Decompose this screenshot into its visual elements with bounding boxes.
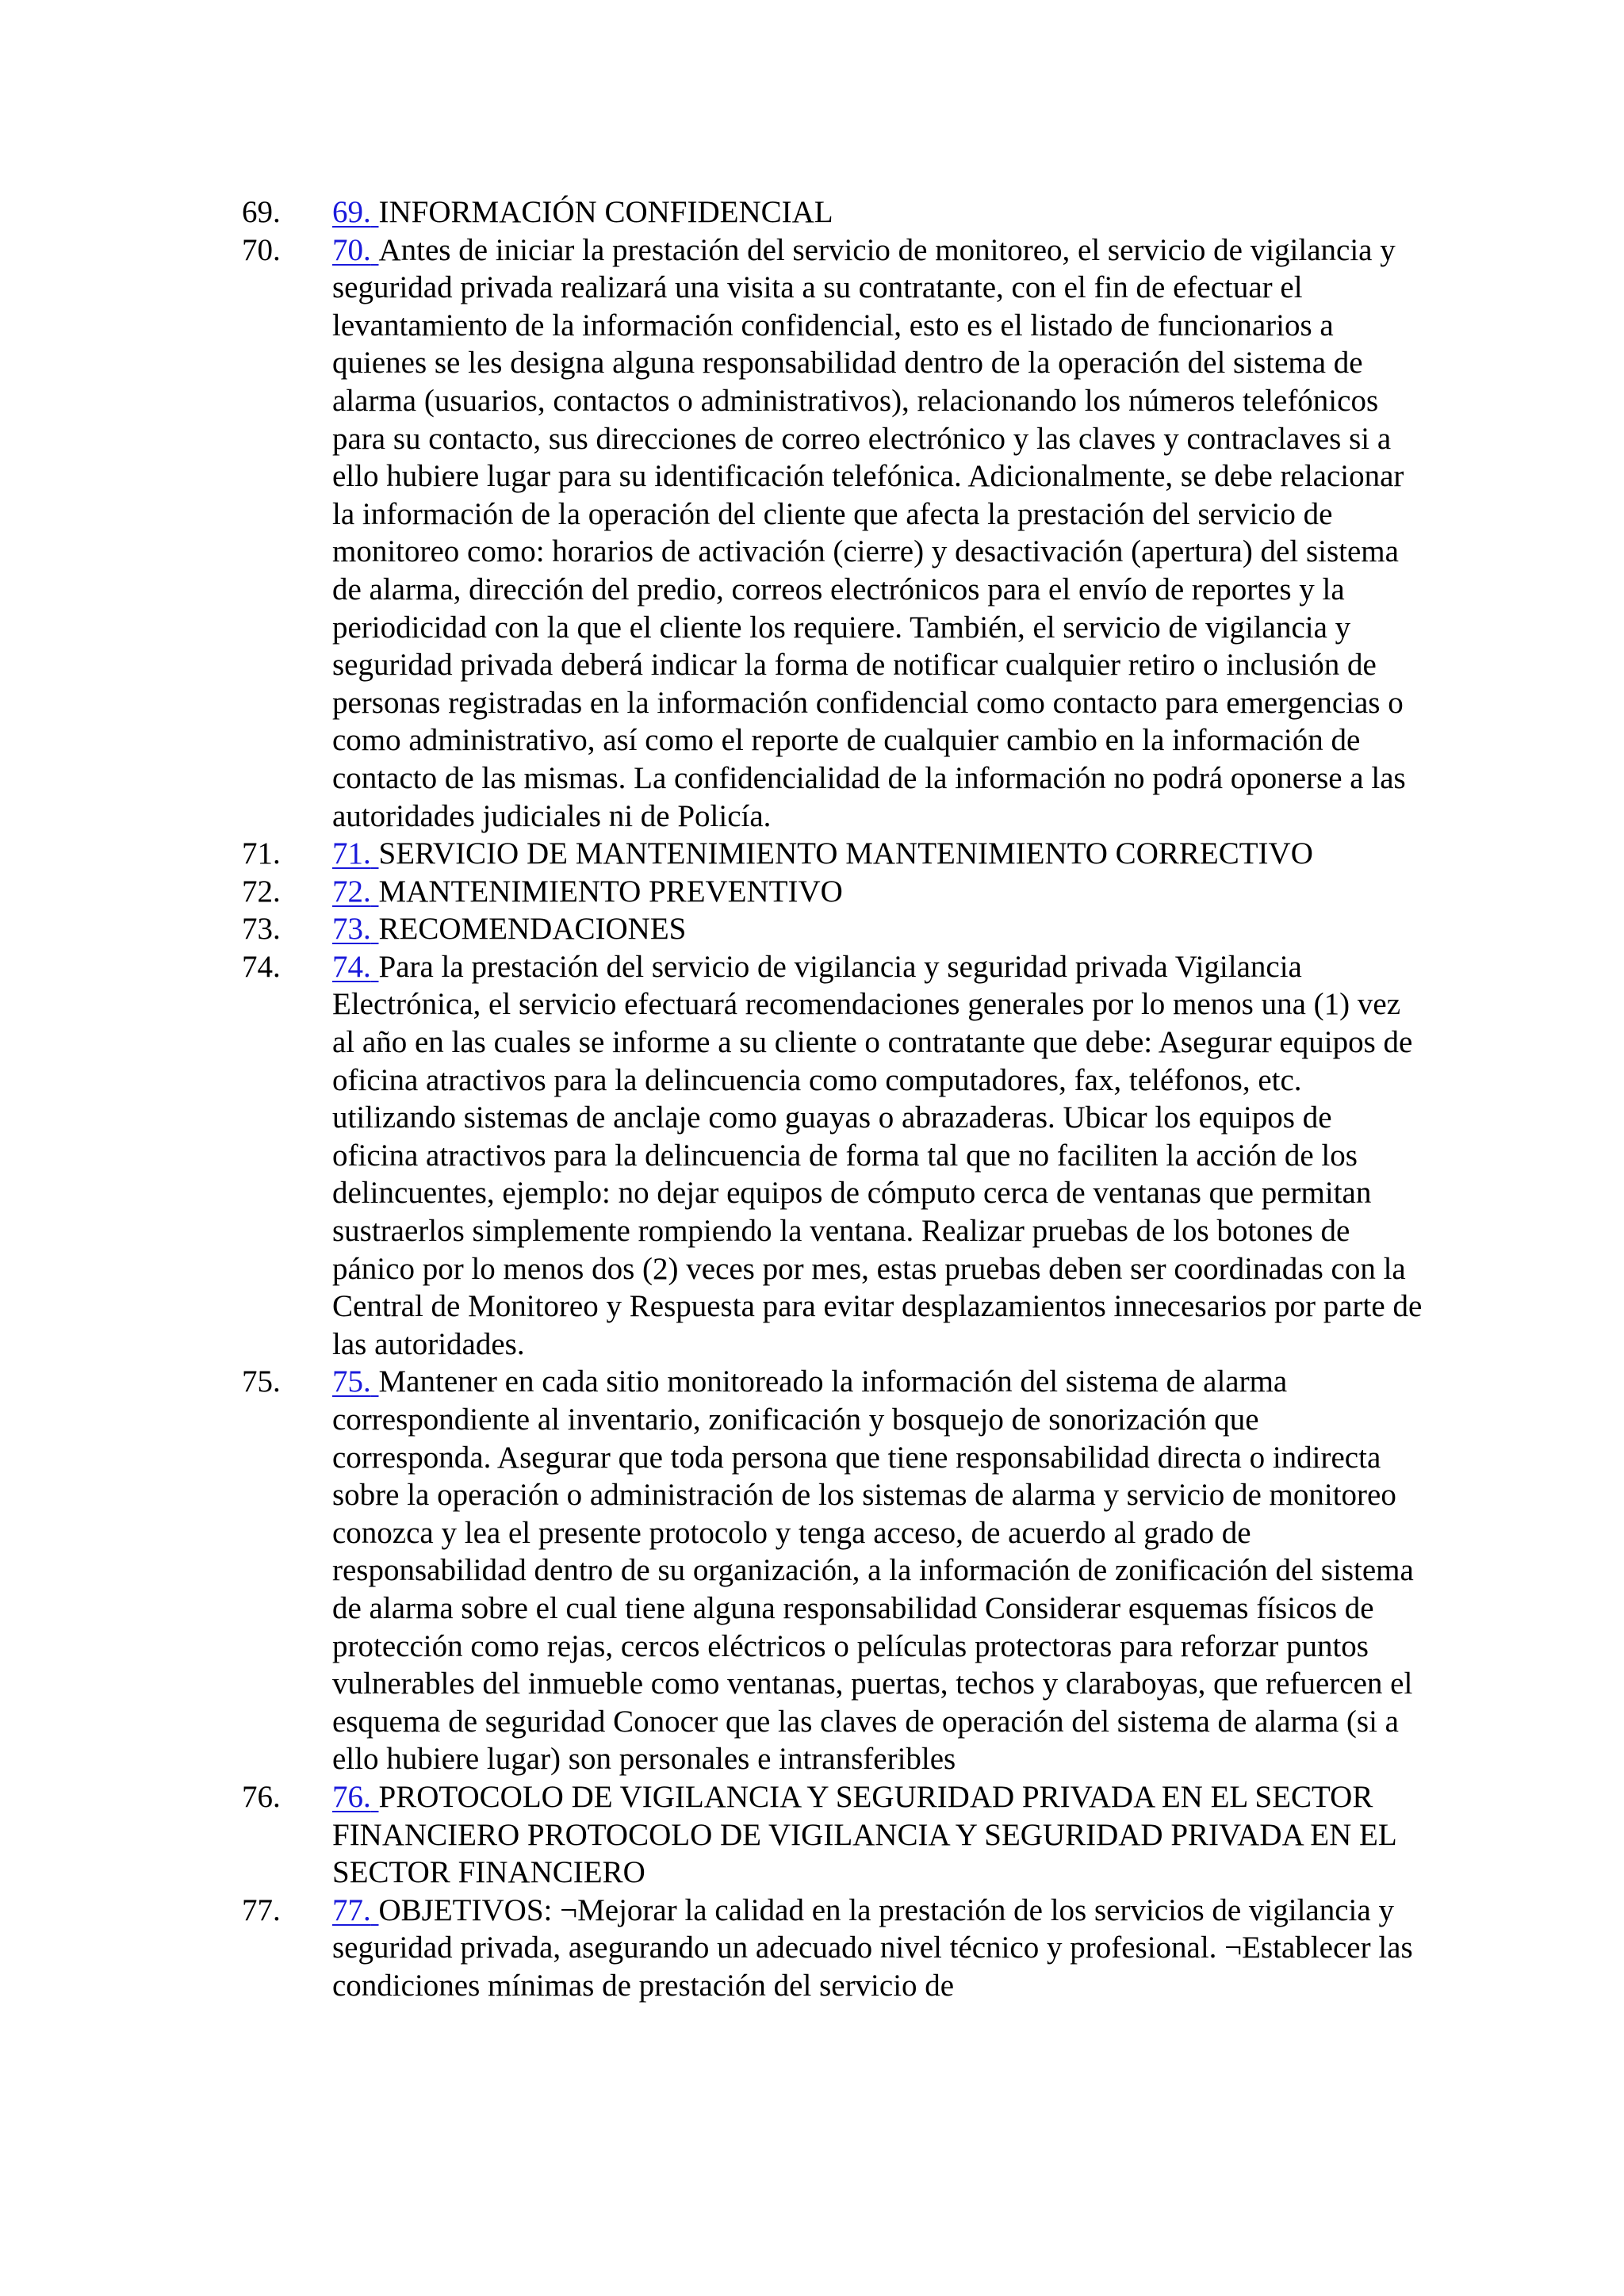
- item-number: 74.: [242, 949, 281, 984]
- item-text: MANTENIMIENTO PREVENTIVO: [378, 874, 843, 909]
- item-number: 73.: [242, 912, 281, 947]
- item-text: INFORMACIÓN CONFIDENCIAL: [378, 195, 833, 229]
- list-item: [242, 873, 1423, 911]
- item-text: SERVICIO DE MANTENIMIENTO MANTENIMIENTO CORRECTIVO: [378, 836, 1313, 871]
- list-item: [242, 910, 1423, 948]
- list-item: [242, 1892, 1423, 2005]
- item-anchor-link[interactable]: 70.: [332, 232, 371, 267]
- list-item: [242, 1363, 1423, 1778]
- list-item: [242, 948, 1423, 1364]
- item-anchor-link[interactable]: 74.: [332, 949, 371, 984]
- item-number: 77.: [242, 1892, 281, 1927]
- item-number: 69.: [242, 195, 281, 229]
- numbered-list: [242, 193, 1423, 2005]
- list-item: [242, 193, 1423, 232]
- item-anchor-link[interactable]: 76.: [332, 1779, 371, 1814]
- item-text: Para la prestación del servicio de vigilancia y seguridad privada Vigilancia Electrónica, el servicio efectuará recomendaciones generales por lo menos una (1) vez al año en las cuales se informe a su cliente o contratante que debe: Asegurar equipos de oficina atractivos para la delincuencia como computadores, fax, teléfonos, etc. utilizando sistemas de anclaje como guayas o abrazaderas. Ubicar los equipos de oficina atractivos para la delincuencia de forma tal que no faciliten la acción de los delincuentes, ejemplo: no dejar equipos de cómputo cerca de ventanas que permitan sustraerlos simplemente rompiendo la ventana. Realizar pruebas de los botones de pánico por lo menos dos (2) veces por mes, estas pruebas deben ser coordinadas con la Central de Monitoreo y Respuesta para evitar desplazamientos innecesarios por parte de las autoridades.: [332, 949, 1423, 1361]
- item-number: 72.: [242, 874, 281, 909]
- list-item: [242, 835, 1423, 873]
- list-item: [242, 232, 1423, 836]
- item-text: OBJETIVOS: ¬Mejorar la calidad en la prestación de los servicios de vigilancia y seguridad privada, asegurando un adecuado nivel técnico y profesional. ¬Establecer las condiciones mínimas de prestación del servicio de: [332, 1892, 1413, 2003]
- item-number: 75.: [242, 1364, 281, 1399]
- item-text: PROTOCOLO DE VIGILANCIA Y SEGURIDAD PRIVADA EN EL SECTOR FINANCIERO PROTOCOLO DE VIGILANCIA Y SEGURIDAD PRIVADA EN EL SECTOR FINANCIERO: [332, 1779, 1396, 1890]
- item-anchor-link[interactable]: 77.: [332, 1892, 371, 1927]
- item-number: 71.: [242, 836, 281, 871]
- item-anchor-link[interactable]: 71.: [332, 836, 371, 871]
- item-number: 76.: [242, 1779, 281, 1814]
- item-text: Antes de iniciar la prestación del servicio de monitoreo, el servicio de vigilancia y seguridad privada realizará una visita a su contratante, con el fin de efectuar el levantamiento de la información confidencial, esto es el listado de funcionarios a quienes se les designa alguna responsabilidad dentro de la operación del sistema de alarma (usuarios, contactos o administrativos), relacionando los números telefónicos para su contacto, sus direcciones de correo electrónico y las claves y contraclaves si a ello hubiere lugar para su identificación telefónica. Adicionalmente, se debe relacionar la información de la operación del cliente que afecta la prestación del servicio de monitoreo como: horarios de activación (cierre) y desactivación (apertura) del sistema de alarma, dirección del predio, correos electrónicos para el envío de reportes y la periodicidad con la que el cliente los requiere. También, el servicio de vigilancia y seguridad privada deberá indicar la forma de notificar cualquier retiro o inclusión de personas registradas en la información confidencial como contacto para emergencias o como administrativo, así como el reporte de cualquier cambio en la información de contacto de las mismas. La confidencialidad de la información no podrá oponerse a las autoridades judiciales ni de Policía.: [332, 232, 1406, 833]
- item-anchor-link[interactable]: 75.: [332, 1364, 371, 1399]
- item-anchor-link[interactable]: 73.: [332, 912, 371, 947]
- item-anchor-link[interactable]: 72.: [332, 874, 371, 909]
- item-number: 70.: [242, 232, 281, 267]
- item-text: Mantener en cada sitio monitoreado la información del sistema de alarma correspondiente al inventario, zonificación y bosquejo de sonorización que corresponda. Asegurar que toda persona que tiene responsabilidad directa o indirecta sobre la operación o administración de los sistemas de alarma y servicio de monitoreo conozca y lea el presente protocolo y tenga acceso, de acuerdo al grado de responsabilidad dentro de su organización, a la información de zonificación del sistema de alarma sobre el cual tiene alguna responsabilidad Considerar esquemas físicos de protección como rejas, cercos eléctricos o películas protectoras para reforzar puntos vulnerables del inmueble como ventanas, puertas, techos y claraboyas, que refuercen el esquema de seguridad Conocer que las claves de operación del sistema de alarma (si a ello hubiere lugar) son personales e intransferibles: [332, 1364, 1414, 1777]
- item-text: RECOMENDACIONES: [378, 912, 687, 947]
- list-item: [242, 1778, 1423, 1892]
- item-anchor-link[interactable]: 69.: [332, 195, 371, 229]
